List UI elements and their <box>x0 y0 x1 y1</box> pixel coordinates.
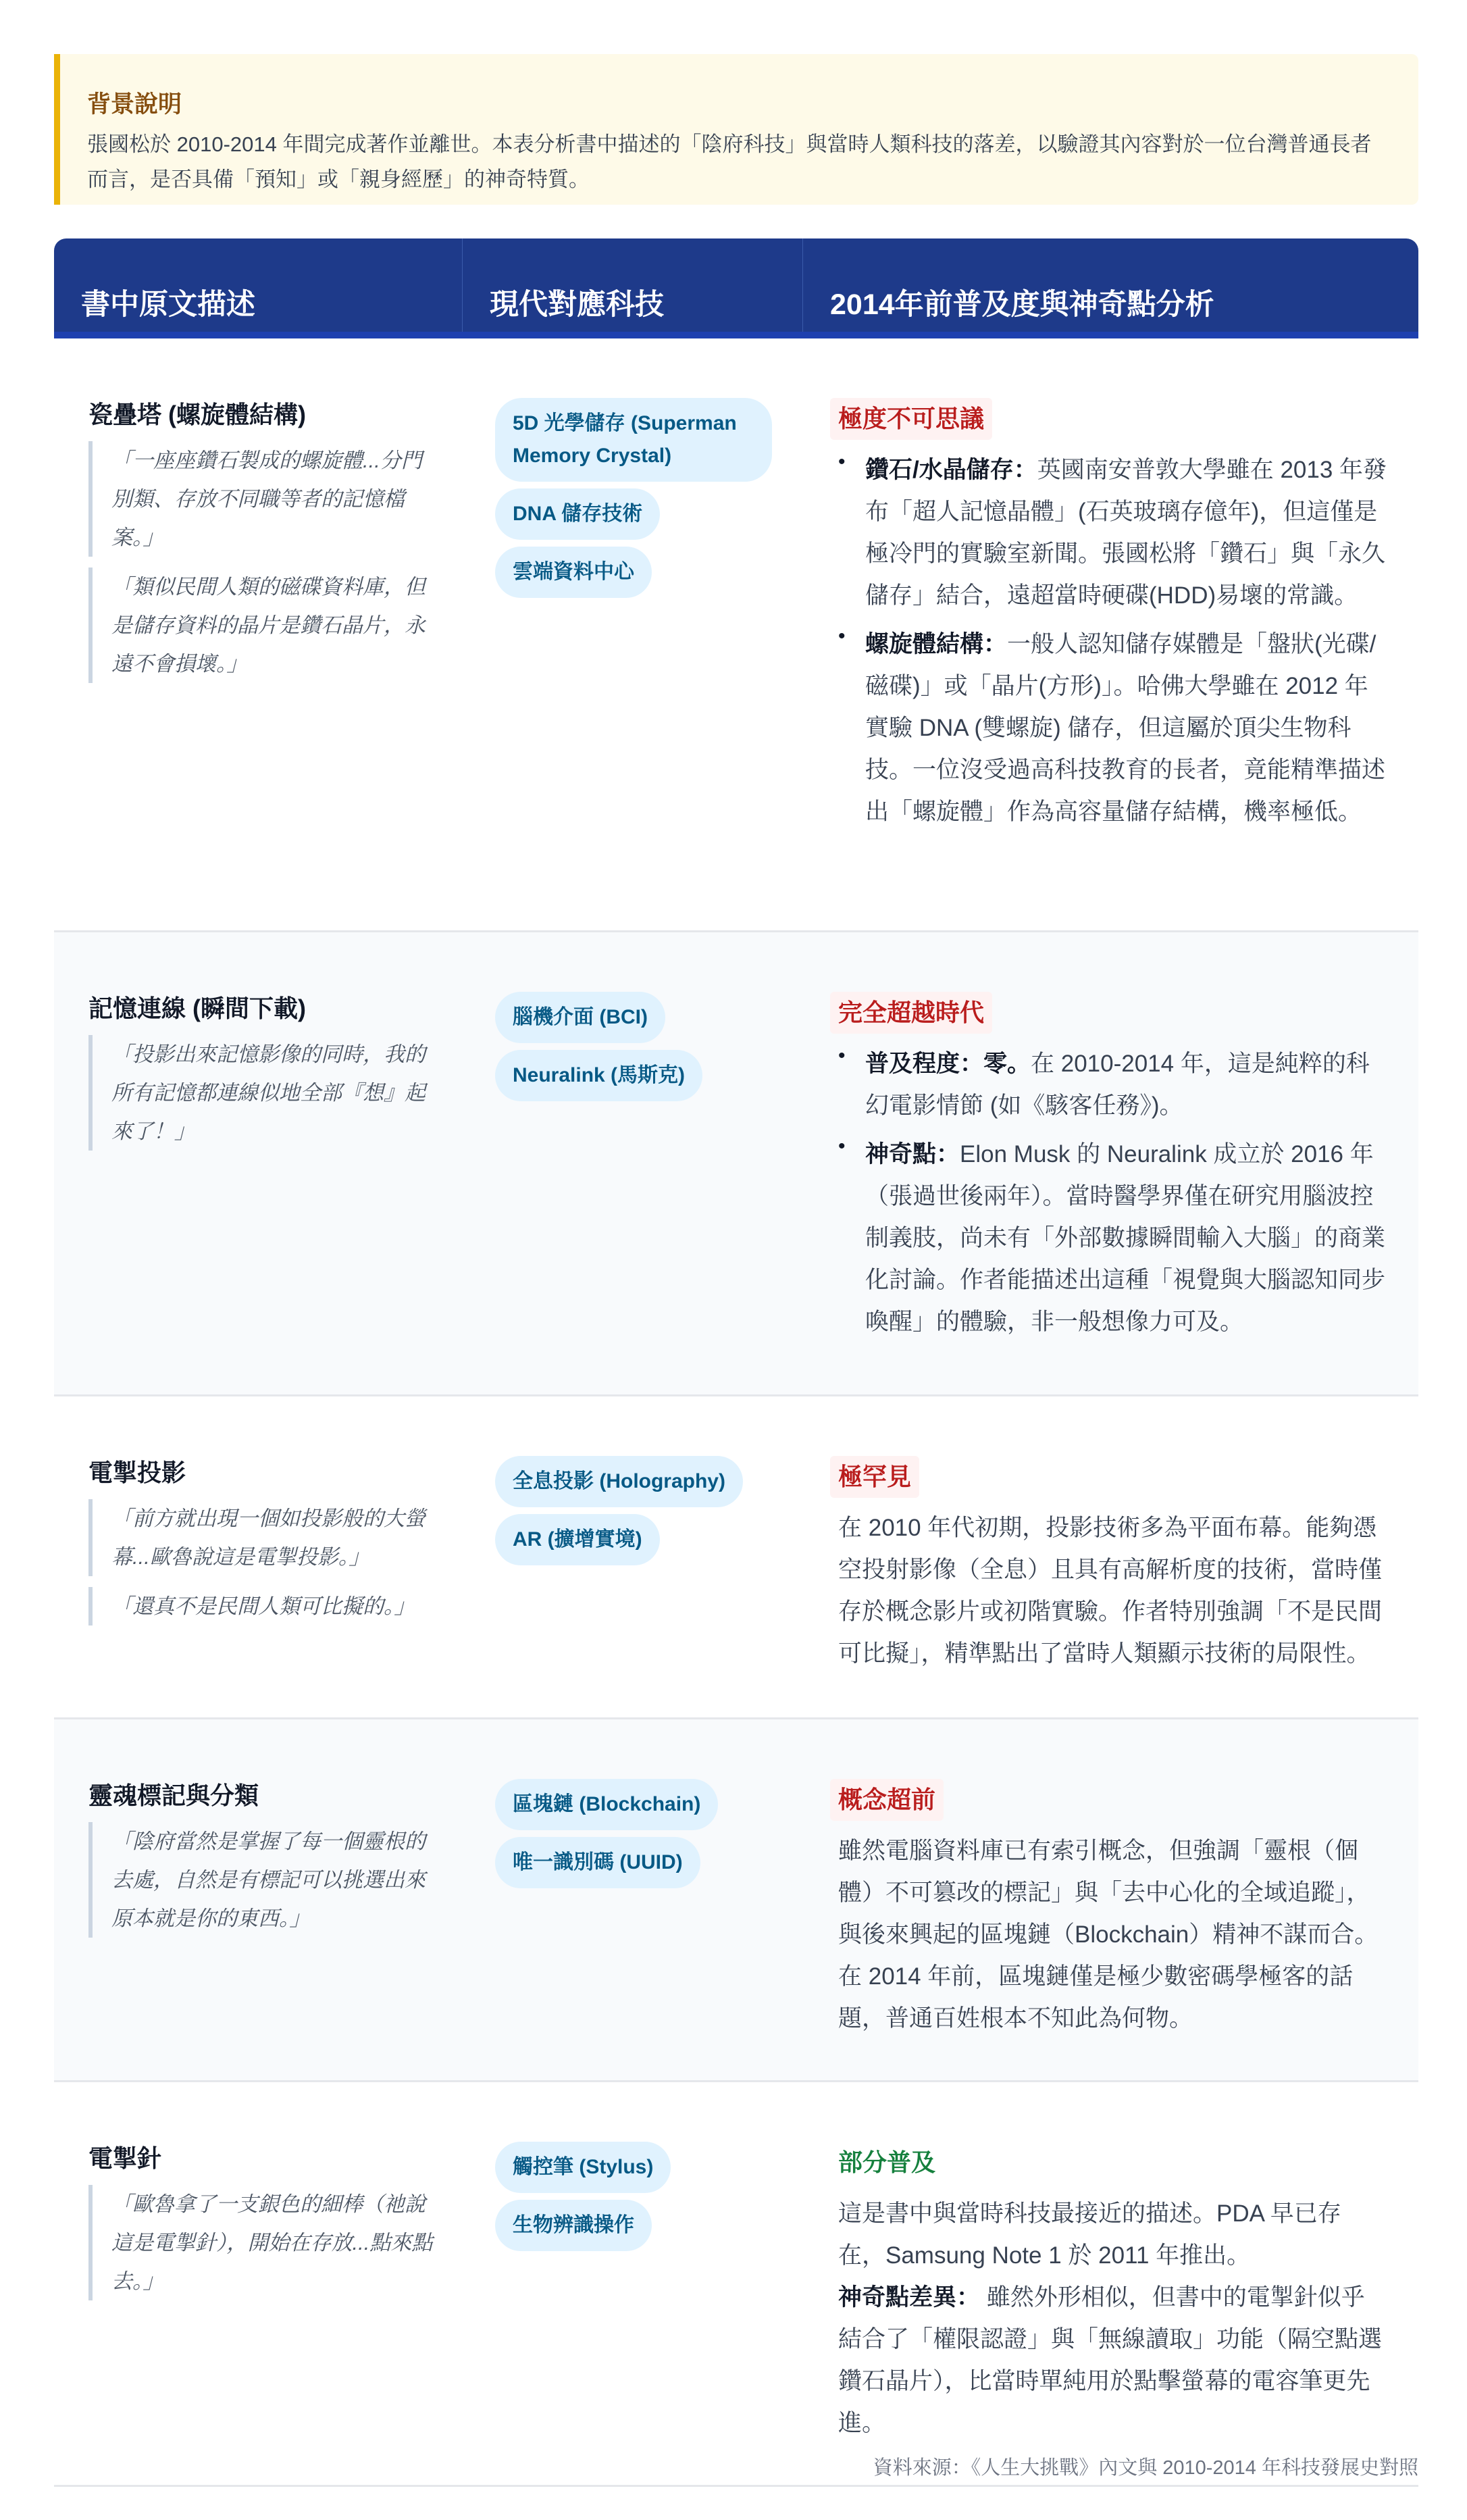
original-text-cell <box>54 932 463 1394</box>
paragraph-text: 雖然外形相似，但書中的電掣針似乎結合了「權限認證」與「無線讀取」功能（隔空點選鑽石晶片），比當時單純用於點擊螢幕的電容筆更先進。 <box>838 2284 1383 2436</box>
modern-tech-cell <box>463 1719 803 2080</box>
analysis-paragraph <box>838 2193 1388 2277</box>
analysis-paragraph <box>838 2277 1388 2444</box>
row-title: 電掣針 <box>88 2144 162 2172</box>
tech-tag: 唯一識別碼 (UUID) <box>495 1837 700 1888</box>
tech-tag: 全息投影 (Holography) <box>495 1456 743 1507</box>
point-text: Elon Musk 的 Neuralink 成立於 2016 年（張過世後兩年）。當時醫學界僅在研究用腦波控制義肢，尚未有「外部數據瞬間輸入大腦」的商業化討論。作者能描述出這種「視覺與大腦認知同步喚醒」的體驗，非一般想像力可及。 <box>865 1141 1386 1335</box>
point-label: 神奇點： <box>865 1141 960 1167</box>
paragraph-text: 在 2010 年代初期，投影技術多為平面布幕。能夠憑空投射影像（全息）且具有高解析度的技術，當時僅存於概念影片或初階實驗。作者特別強調「不是民間可比擬」，精準點出了當時人類顯示技術的局限性。 <box>838 1515 1383 1667</box>
modern-tech-cell <box>463 932 803 1394</box>
point-label: 普及程度：零。 <box>865 1051 1031 1077</box>
comparison-table <box>54 238 1418 2487</box>
tech-tag: 觸控筆 (Stylus) <box>495 2142 671 2193</box>
analysis-point <box>838 1043 1388 1127</box>
background-note <box>54 54 1418 205</box>
analysis-cell <box>803 2082 1418 2485</box>
original-text-cell <box>54 2082 463 2485</box>
analysis-point <box>838 449 1388 617</box>
background-text: 張國松於 2010-2014 年間完成著作並離世。本表分析書中描述的「陰府科技」與當時人類科技的落差，以驗證其內容對於一位台灣普通長者而言，是否具備「預知」或「親身經歷」的神奇特質。 <box>87 132 1372 191</box>
table-header <box>54 238 1418 338</box>
book-quote: 「還真不是民間人類可比擬的。」 <box>88 1587 436 1626</box>
row-title: 靈魂標記與分類 <box>88 1782 259 1809</box>
rarity-badge: 完全超越時代 <box>830 992 992 1034</box>
row-title: 記憶連線 (瞬間下載) <box>88 994 306 1022</box>
original-text-cell <box>54 1396 463 1717</box>
book-quote: 「陰府當然是掌握了每一個靈根的去處，自然是有標記可以挑選出來原本就是你的東西。」 <box>88 1822 436 1938</box>
analysis-cell <box>803 1719 1418 2080</box>
original-text-cell <box>54 338 463 930</box>
rarity-badge: 部分普及 <box>838 2148 936 2176</box>
tech-tag: 腦機介面 (BCI) <box>495 992 665 1043</box>
tech-tag: 5D 光學儲存 (Superman Memory Crystal) <box>495 398 772 482</box>
point-label: 螺旋體結構： <box>865 631 1008 657</box>
analysis-point <box>838 624 1388 833</box>
book-quote: 「類似民間人類的磁碟資料庫，但是儲存資料的晶片是鑽石晶片，永遠不會損壞。」 <box>88 568 436 683</box>
analysis-point <box>838 1134 1388 1343</box>
book-quote: 「歐魯拿了一支銀色的細棒（祂說這是電掣針），開始在存放...點來點去。」 <box>88 2185 436 2300</box>
modern-tech-cell <box>463 1396 803 1717</box>
tech-tag: 區塊鏈 (Blockchain) <box>495 1779 718 1830</box>
tech-tag: AR (擴增實境) <box>495 1514 660 1565</box>
row-title: 瓷疊塔 (螺旋體結構) <box>88 401 306 428</box>
paragraph-text: 雖然電腦資料庫已有索引概念，但強調「靈根（個體）不可篡改的標記」與「去中心化的全域追蹤」，與後來興起的區塊鏈（Blockchain）精神不謀而合。在 2014 年前，區塊鏈僅是極少數密碼學極客的話題，普通百姓根本不知此為何物。 <box>838 1838 1379 2032</box>
analysis-paragraph <box>838 1830 1388 2040</box>
modern-tech-cell <box>463 2082 803 2485</box>
point-label: 鑽石/水晶儲存： <box>865 457 1037 483</box>
point-text: 在 2010-2014 年，這是純粹的科幻電影情節 (如《駭客任務》)。 <box>865 1051 1370 1119</box>
rarity-badge: 概念超前 <box>830 1779 944 1821</box>
table-row <box>54 2082 1418 2487</box>
book-quote: 「前方就出現一個如投影般的大螢幕...歐魯說這是電掣投影。」 <box>88 1499 436 1576</box>
header-analysis: 2014年前普及度與神奇點分析 <box>830 288 1214 321</box>
analysis-cell <box>803 338 1418 930</box>
rarity-badge: 極度不可思議 <box>830 398 992 440</box>
tech-tag: DNA 儲存技術 <box>495 488 660 540</box>
analysis-paragraph <box>838 1507 1388 1675</box>
source-footer: 資料來源：《人生大挑戰》內文與 2010-2014 年科技發展史對照 <box>873 2457 1418 2479</box>
table-row <box>54 932 1418 1396</box>
book-quote: 「一座座鑽石製成的螺旋體...分門別類、存放不同職等者的記憶檔案。」 <box>88 441 436 557</box>
point-text: 英國南安普敦大學雖在 2013 年發布「超人記憶晶體」(石英玻璃存億年)，但這僅是極冷門的實驗室新聞。張國松將「鑽石」與「永久儲存」結合，遠超當時硬碟(HDD)易壞的常識。 <box>865 457 1387 609</box>
tech-tag: 雲端資料中心 <box>495 547 652 598</box>
analysis-cell <box>803 932 1418 1394</box>
table-row <box>54 1719 1418 2082</box>
table-row <box>54 1396 1418 1719</box>
analysis-cell <box>803 1396 1418 1717</box>
header-modern-tech: 現代對應科技 <box>463 238 803 332</box>
header-original-text: 書中原文描述 <box>54 238 463 332</box>
rarity-badge: 極罕見 <box>830 1456 919 1498</box>
paragraph-text: 這是書中與當時科技最接近的描述。PDA 早已存在，Samsung Note 1 於 2011 年推出。 <box>838 2200 1341 2269</box>
background-title: 背景說明 <box>87 91 182 118</box>
table-body <box>54 338 1418 2487</box>
table-row <box>54 338 1418 932</box>
paragraph-label: 神奇點差異： <box>838 2284 981 2311</box>
original-text-cell <box>54 1719 463 2080</box>
modern-tech-cell <box>463 338 803 930</box>
point-text: 一般人認知儲存媒體是「盤狀(光碟/磁碟)」或「晶片(方形)」。哈佛大學雖在 2012 年實驗 DNA (雙螺旋) 儲存，但這屬於頂尖生物科技。一位沒受過高科技教育的長者，竟能精準描述出「螺旋體」作為高容量儲存結構，機率極低。 <box>865 631 1386 825</box>
row-title: 電掣投影 <box>88 1459 186 1486</box>
tech-tag: 生物辨識操作 <box>495 2200 652 2251</box>
book-quote: 「投影出來記憶影像的同時，我的所有記憶都連線似地全部『想』起來了！」 <box>88 1035 436 1151</box>
tech-tag: Neuralink (馬斯克) <box>495 1050 702 1101</box>
